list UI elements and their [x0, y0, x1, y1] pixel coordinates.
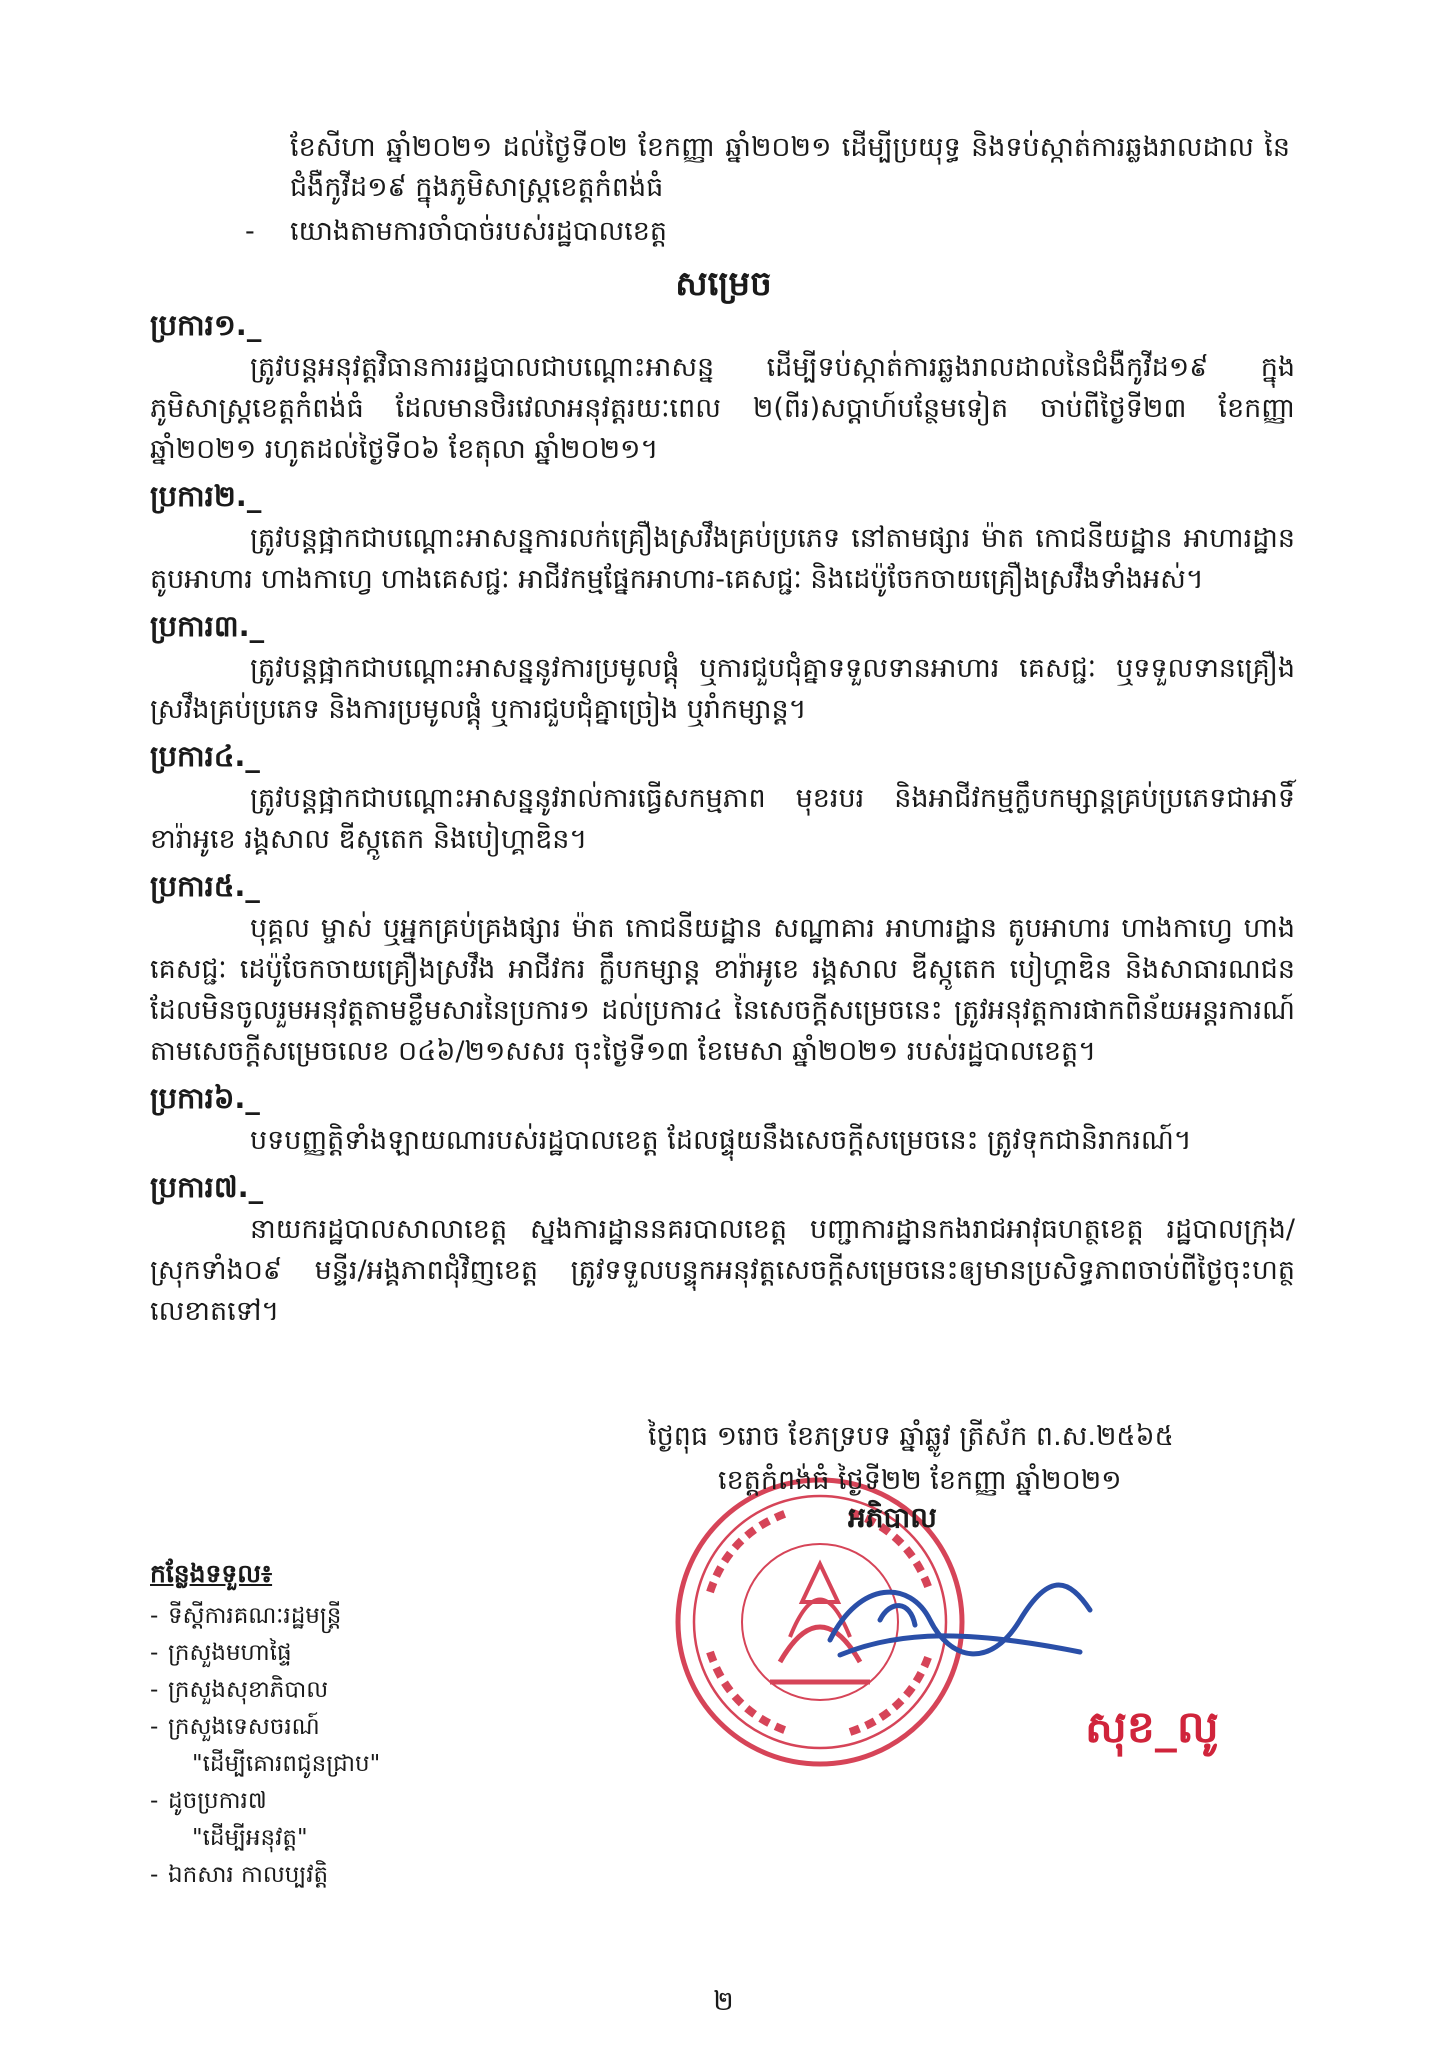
recipients-title: កន្លែងទទួល៖ [150, 1559, 273, 1588]
recipient-label: ឯកសារ កាលប្បវត្តិ [168, 1862, 329, 1888]
bullet-dash: - [150, 1603, 159, 1629]
article-3 [150, 606, 1295, 730]
article-6 [150, 1078, 1295, 1161]
signature-icon [820, 1560, 1100, 1680]
intro-bullet-text: យោងតាមការចាំបាច់របស់រដ្ឋបាលខេត្ត [290, 216, 668, 247]
article-heading: ប្រការ៥._ [150, 869, 260, 903]
intro-line: ខែសីហា ឆ្នាំ២០២១ ដល់ថ្ងៃទី០២ ខែកញ្ញា ឆ្នាំ២០២១ ដើម្បីប្រយុទ្ធ និងទប់ស្កាត់ការឆ្លងរាលដាល នៃជំងឺកូវីដ១៩ ក្នុងភូមិសាស្ត្រខេត្តកំពង់ធំ [290, 132, 1290, 203]
recipient-item [150, 1783, 570, 1820]
recipient-item [150, 1672, 570, 1709]
article-heading: ប្រការ៦._ [150, 1081, 260, 1115]
bullet-dash: - [150, 1714, 159, 1740]
decision-title: សម្រេច [675, 264, 772, 304]
recipients-block [150, 1555, 570, 1894]
recipient-item [150, 1857, 570, 1894]
bullet-dash: - [245, 216, 255, 247]
recipient-label: ក្រសួងមហាផ្ទៃ [168, 1640, 292, 1666]
article-heading: ប្រការ៧._ [150, 1170, 264, 1204]
article-text: នាយករដ្ឋបាលសាលាខេត្ត ស្នងការដ្ឋាននគរបាលខេត្ត បញ្ជាការដ្ឋានកងរាជអាវុធហត្ថខេត្ត រដ្ឋបាលក្រុង/ស្រុកទាំង០៩ មន្ទីរ/អង្គភាពជុំវិញខេត្ត ត្រូវទទួលបន្ទុកអនុវត្តសេចក្តីសម្រេចនេះឲ្យមានប្រសិទ្ធភាពចាប់ពីថ្ងៃចុះហត្ថលេខាតទៅ។ [150, 1214, 1295, 1327]
bullet-dash: - [150, 1862, 159, 1888]
page-number: ២ [713, 1986, 734, 2017]
lunar-date: ថ្ងៃពុធ ១រោច ខែភទ្របទ ឆ្នាំឆ្លូវ ត្រីស័ក ព.ស.២៥៦៥ [648, 1421, 1174, 1452]
recipient-note: "ដើម្បីអនុវត្ត" [192, 1825, 308, 1851]
article-text: បុគ្គល ម្ចាស់ ឬអ្នកគ្រប់គ្រងផ្សារ ម៉ាត កោជនីយដ្ឋាន សណ្ឋាគារ អាហារដ្ឋាន តូបអាហារ ហាងកាហ្វេ ហាងគេសជ្ជៈ ដេប៉ូចែកចាយគ្រឿងស្រវឹង អាជីវករ ក្លឹបកម្សាន្ត ខារ៉ាអូខេ រង្គសាល ឌីស្កូតេក បៀហ្គាឌិន និងសាធារណជន ដែលមិនចូលរួមអនុវត្តតាមខ្លឹមសារនៃប្រការ១ ដល់ប្រការ៤ នៃសេចក្តីសម្រេចនេះ ត្រូវអនុវត្តការផាកពិន័យអន្តរការណ៍តាមសេចក្តីសម្រេចលេខ ០៤៦/២១សសរ ចុះថ្ងៃទី១៣ ខែមេសា ឆ្នាំ២០២១ របស់រដ្ឋបាលខេត្ត។ [150, 913, 1295, 1067]
article-heading: ប្រការ៣._ [150, 609, 265, 643]
articles-body [150, 305, 1295, 1338]
article-2 [150, 476, 1295, 600]
article-1 [150, 305, 1295, 470]
recipient-label: ទីស្តីការគណៈរដ្ឋមន្ត្រី [168, 1603, 342, 1629]
article-heading: ប្រការ២._ [150, 479, 262, 513]
article-4 [150, 736, 1295, 860]
recipient-note: "ដើម្បីគោរពជូនជ្រាប" [192, 1751, 381, 1777]
bullet-dash: - [150, 1640, 159, 1666]
place-date: ខេត្តកំពង់ធំ ថ្ងៃទី២២ ខែកញ្ញា ឆ្នាំ២០២១ [718, 1465, 1122, 1496]
recipient-item [150, 1709, 570, 1746]
intro-block [245, 128, 1290, 252]
intro-bullet [245, 212, 1290, 252]
article-text: ត្រូវបន្តផ្អាកជាបណ្តោះអាសន្នការលក់គ្រឿងស្រវឹងគ្រប់ប្រភេទ នៅតាមផ្សារ ម៉ាត កោជនីយដ្ឋាន អាហារដ្ឋាន តូបអាហារ ហាងកាហ្វេ ហាងគេសជ្ជៈ អាជីវកម្មផ្នែកអាហារ-គេសជ្ជៈ និងដេប៉ូចែកចាយគ្រឿងស្រវឹងទាំងអស់។ [150, 523, 1295, 595]
article-text: ត្រូវបន្តផ្អាកជាបណ្តោះអាសន្ននូវការប្រមូលផ្តុំ ឬការជួបជុំគ្នាទទួលទានអាហារ គេសជ្ជៈ ឬទទួលទានគ្រឿងស្រវឹងគ្រប់ប្រភេទ និងការប្រមូលផ្តុំ ឬការជួបជុំគ្នាច្រៀង ឬរាំកម្សាន្ត។ [150, 653, 1295, 725]
article-text: ត្រូវបន្តផ្អាកជាបណ្តោះអាសន្ននូវរាល់ការធ្វើសកម្មភាព មុខរបរ និងអាជីវកម្មក្លឹបកម្សាន្តគ្រប់ប្រភេទជាអាទិ៍ ខារ៉ាអូខេ រង្គសាល ឌីស្កូតេក និងបៀហ្គាឌិន។ [150, 783, 1295, 855]
recipient-label: ក្រសួងសុខាភិបាល [168, 1677, 329, 1703]
recipient-label: ក្រសួងទេសចរណ៍ [168, 1714, 320, 1740]
bullet-dash: - [150, 1677, 159, 1703]
recipient-item [150, 1635, 570, 1672]
date-block [648, 1415, 1288, 1503]
recipient-item [150, 1598, 570, 1635]
governor-title: អភិបាល [848, 1501, 937, 1534]
article-heading: ប្រការ១._ [150, 308, 262, 342]
recipient-label: ដូចប្រការ៧ [168, 1788, 267, 1814]
article-text: ត្រូវបន្តអនុវត្តវិធានការរដ្ឋបាលជាបណ្តោះអាសន្ន ដើម្បីទប់ស្កាត់ការឆ្លងរាលដាលនៃជំងឺកូវីដ១៩ ក្នុងភូមិសាស្ត្រខេត្តកំពង់ធំ ដែលមានថិរវេលាអនុវត្តរយៈពេល ២(ពីរ)សប្តាហ៍បន្ថែមទៀត ចាប់ពីថ្ងៃទី២៣ ខែកញ្ញា ឆ្នាំ២០២១ រហូតដល់ថ្ងៃទី០៦ ខែតុលា ឆ្នាំ២០២១។ [150, 352, 1295, 465]
article-heading: ប្រការ៤._ [150, 739, 260, 773]
article-7 [150, 1167, 1295, 1332]
signer-name: សុខ_លូ [1085, 1702, 1219, 1753]
article-5 [150, 866, 1295, 1072]
article-text: បទបញ្ញត្តិទាំងឡាយណារបស់រដ្ឋបាលខេត្ត ដែលផ្ទុយនឹងសេចក្តីសម្រេចនេះ ត្រូវទុកជានិរាករណ៍។ [250, 1125, 1192, 1156]
bullet-dash: - [150, 1788, 159, 1814]
